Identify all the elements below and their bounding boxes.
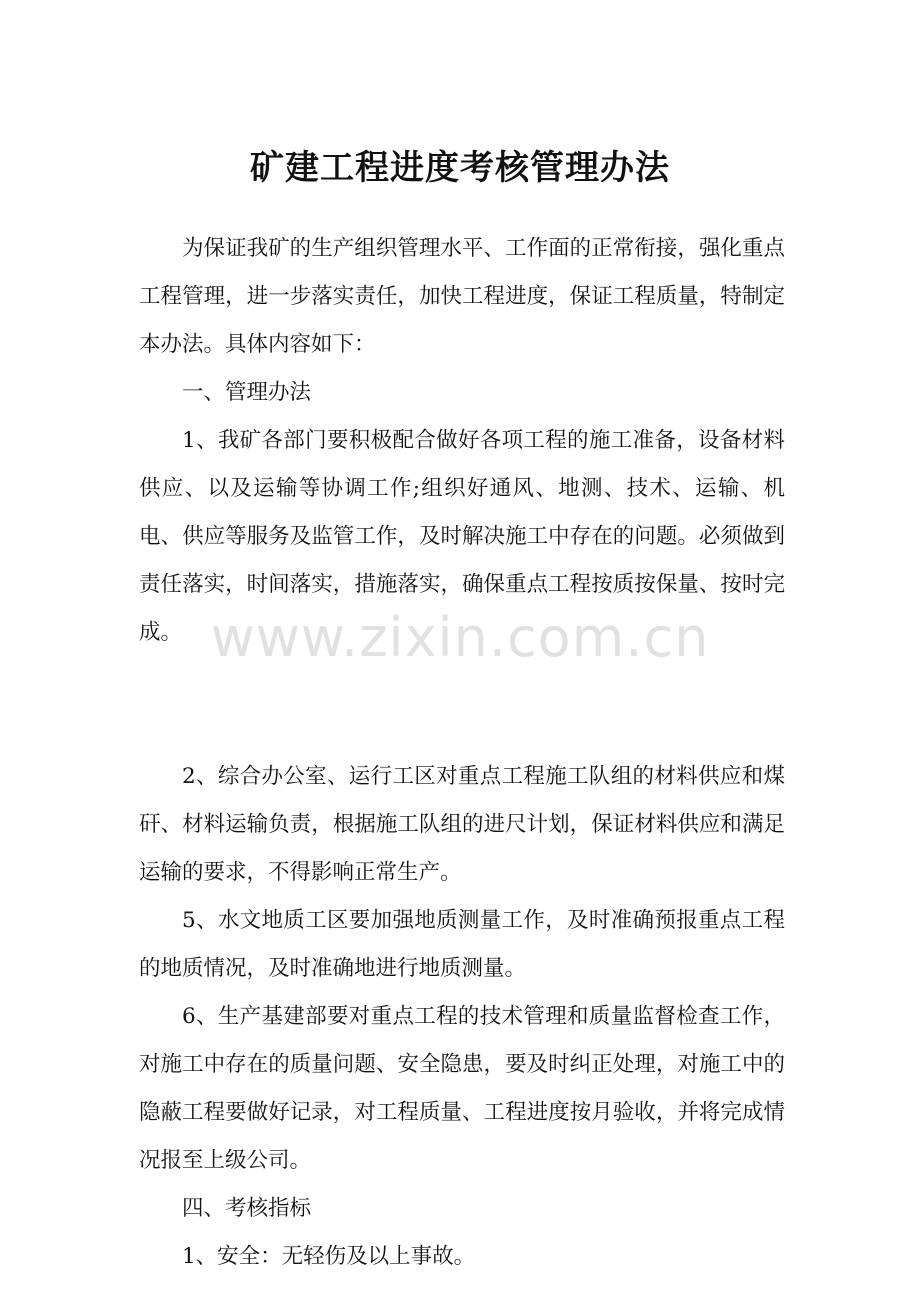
watermark: www.zixin.com.cn [210, 606, 710, 669]
paragraph-safety: 1、安全：无轻伤及以上事故。 [182, 1244, 476, 1269]
paragraph-item-5: 5、水文地质工区要加强地质测量工作，及时准确预报重点工程的地质情况，及时准确地进行地质测量。 [139, 908, 785, 981]
paragraph-item-1: 1、我矿各部门要积极配合做好各项工程的施工准备，设备材料供应、以及运输等协调工作;组织好通风、地测、技术、运输、机电、供应等服务及监管工作，及时解决施工中存在的问题。必须做到责任落实，时间落实，措施落实，确保重点工程按质按保量、按时完成。 [139, 428, 785, 645]
paragraph-intro: 为保证我矿的生产组织管理水平、工作面的正常衔接，强化重点工程管理，进一步落实责任，加快工程进度，保证工程质量，特制定本办法。具体内容如下： [139, 236, 785, 357]
section-heading-management: 一、管理办法 [182, 380, 312, 405]
section-heading-assessment: 四、考核指标 [182, 1196, 312, 1221]
paragraph-item-6: 6、生产基建部要对重点工程的技术管理和质量监督检查工作，对施工中存在的质量问题、安全隐患，要及时纠正处理，对施工中的隐蔽工程要做好记录，对工程质量、工程进度按月验收，并将完成情况报至上级公司。 [139, 1004, 785, 1173]
document-body [139, 225, 785, 1281]
document-title: 矿建工程进度考核管理办法 [250, 148, 670, 188]
paragraph-item-2: 2、综合办公室、运行工区对重点工程施工队组的材料供应和煤矸、材料运输负责，根据施工队组的进尺计划，保证材料供应和满足运输的要求，不得影响正常生产。 [139, 764, 785, 885]
